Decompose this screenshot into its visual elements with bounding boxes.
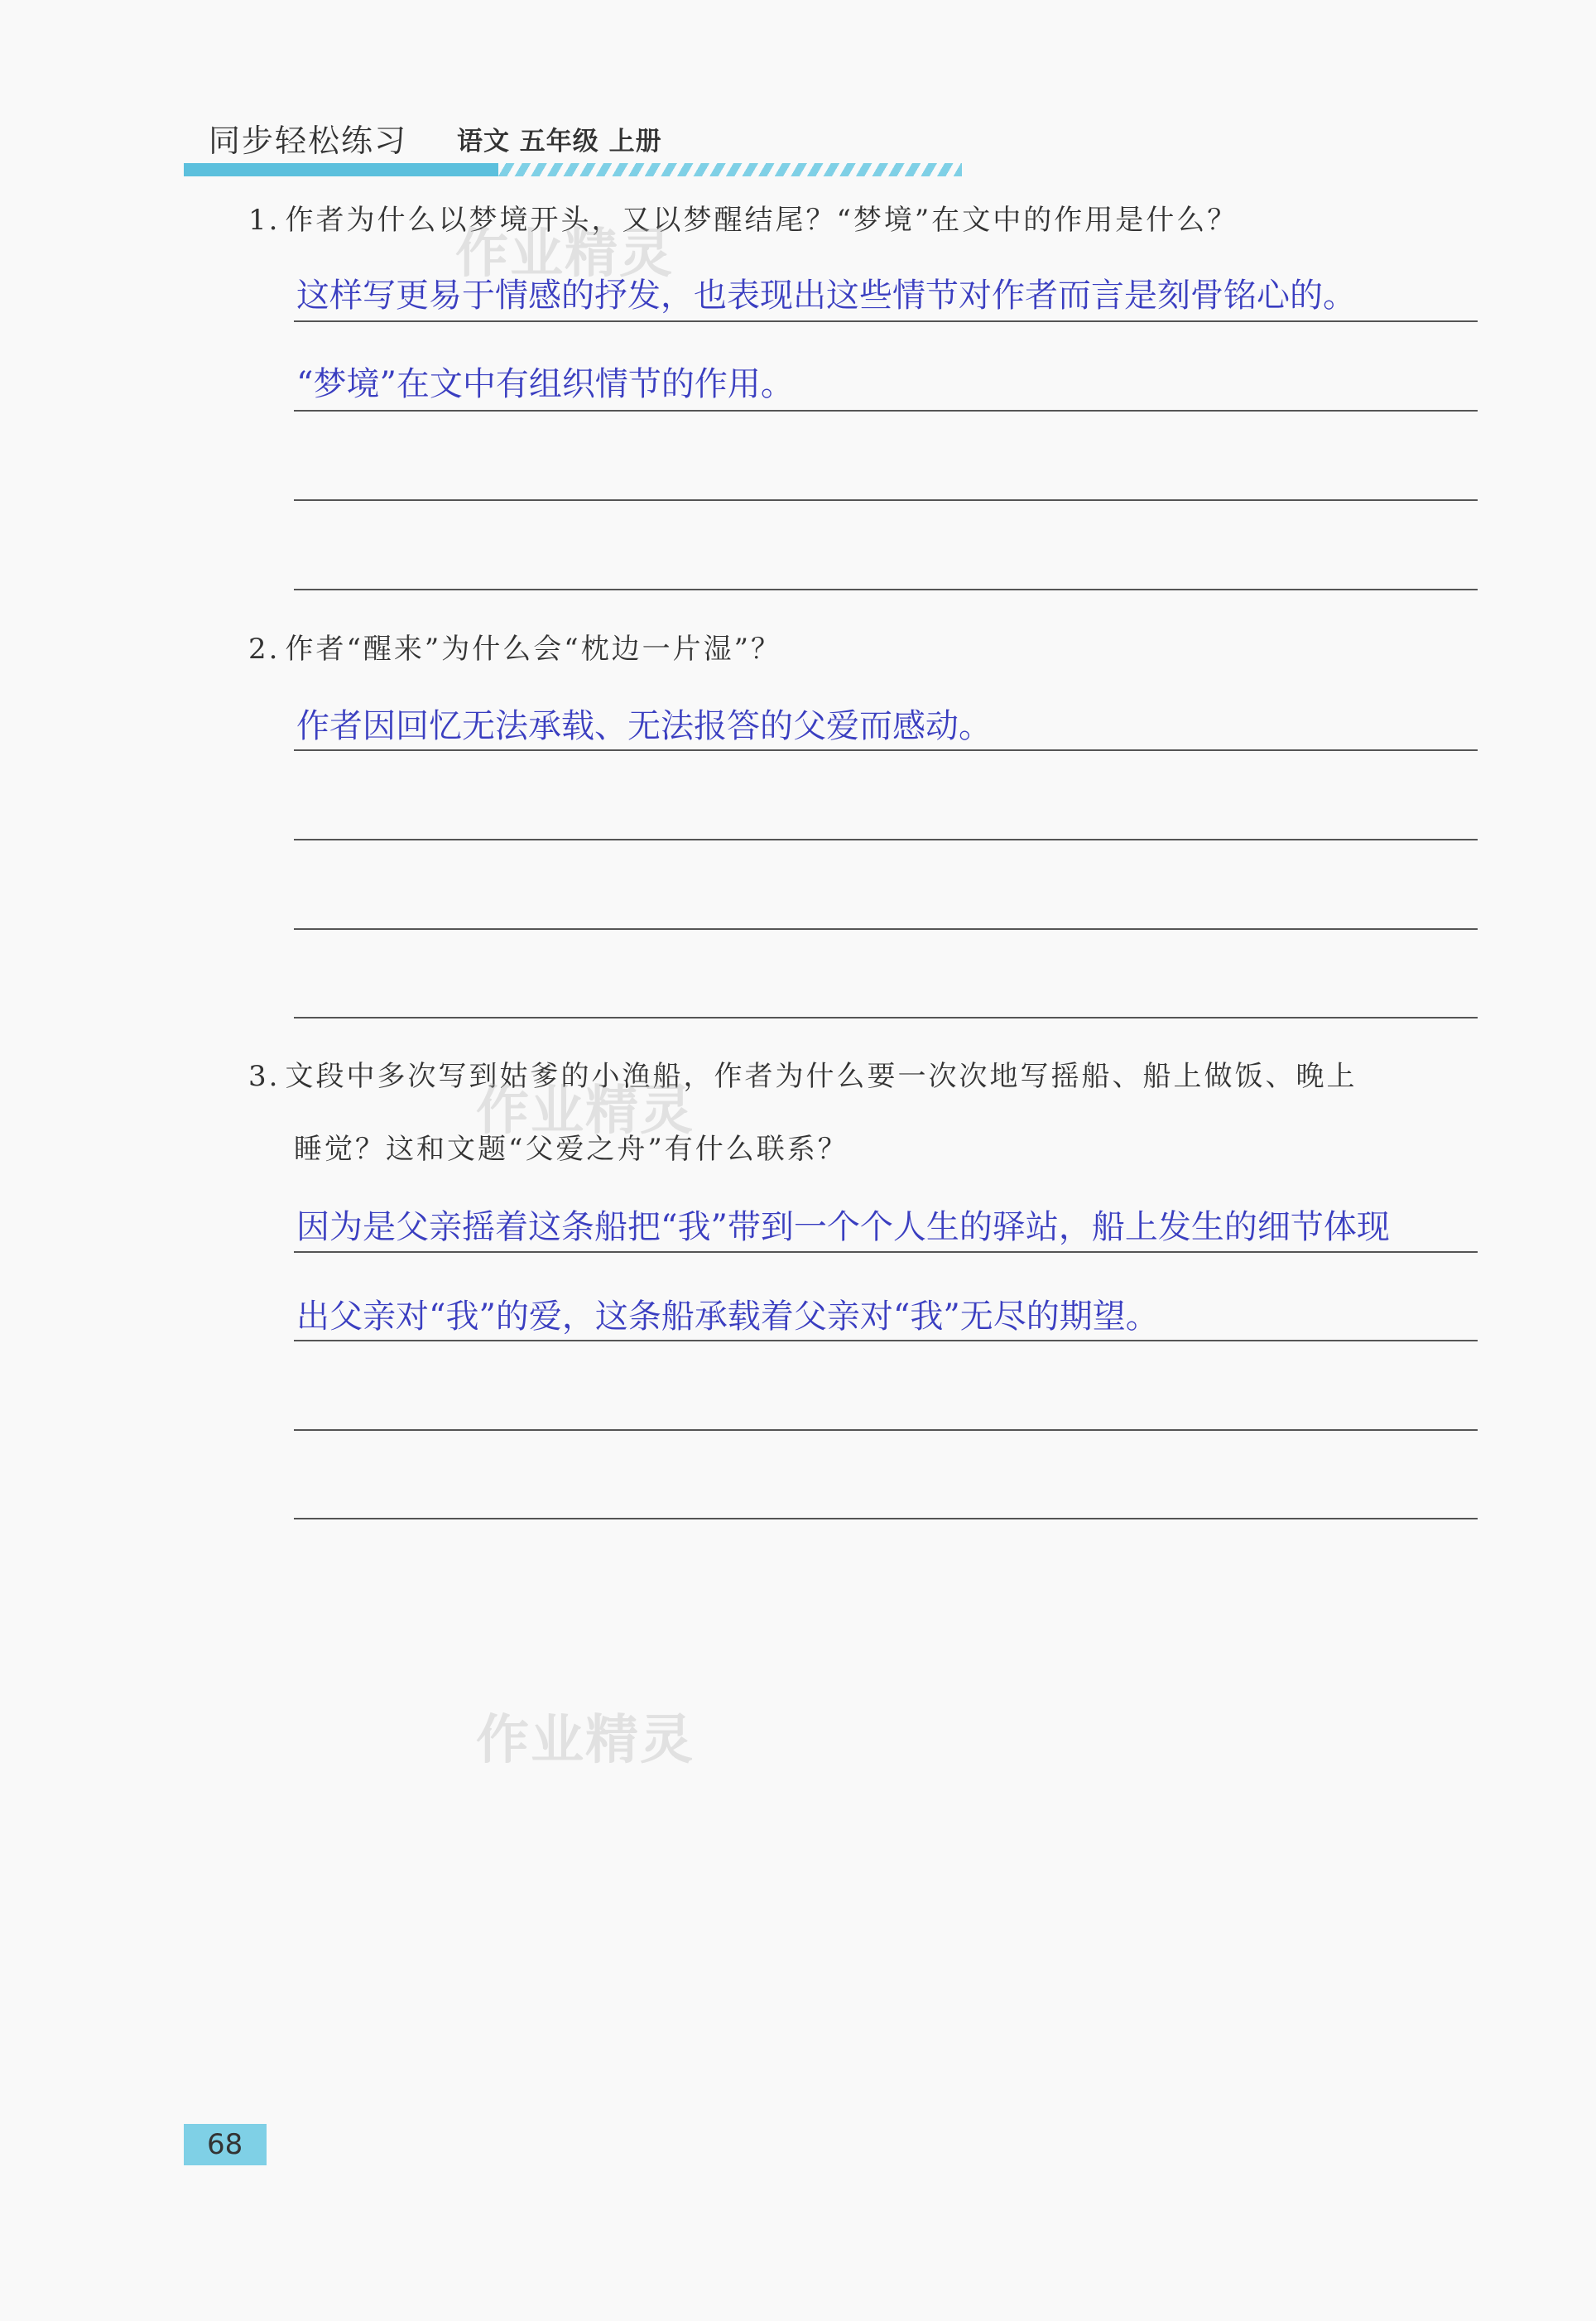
page-header (184, 112, 962, 178)
question-text-line-2: 睡觉？这和文题“父爱之舟”有什么联系？ (294, 1133, 848, 1166)
answer-rule (294, 749, 1478, 751)
question-number: 2. (248, 633, 281, 666)
watermark: 作业精灵 (476, 1081, 695, 1142)
series-title: 同步轻松练习 (209, 123, 408, 159)
subject-grade: 语文 五年级 上册 (457, 127, 662, 156)
answer-1-line-2: “梦境”在文中有组织情节的作用。 (296, 365, 794, 403)
answer-rule (294, 1340, 1478, 1341)
question-text: 作者“醒来”为什么会“枕边一片湿”？ (285, 633, 781, 666)
answer-rule (294, 589, 1478, 590)
question-text: 作者为什么以梦境开头，又以梦醒结尾？“梦境”在文中的作用是什么？ (285, 204, 1238, 237)
answer-rule (294, 320, 1478, 322)
question-2 (248, 626, 781, 667)
answer-rule (294, 839, 1478, 840)
watermark: 作业精灵 (476, 1710, 695, 1771)
answer-1-line-1: 这样写更易于情感的抒发，也表现出这些情节对作者而言是刻骨铭心的。 (296, 277, 1356, 315)
answer-rule (294, 410, 1478, 412)
answer-rule (294, 499, 1478, 501)
answer-rule (294, 1251, 1478, 1253)
answer-rule (294, 928, 1478, 930)
answer-3-line-1: 因为是父亲摇着这条船把“我”带到一个个人生的驿站，船上发生的细节体现 (296, 1208, 1390, 1246)
question-number: 3. (248, 1060, 281, 1093)
question-text-line-1: 文段中多次写到姑爹的小渔船，作者为什么要一次次地写摇船、船上做饭、晚上 (285, 1060, 1358, 1093)
page-number: 68 (184, 2124, 267, 2165)
answer-rule (294, 1518, 1478, 1519)
header-stripe-solid (184, 163, 498, 176)
watermark: 作业精灵 (455, 224, 674, 285)
answer-2-line-1: 作者因回忆无法承载、无法报答的父爱而感动。 (296, 707, 992, 745)
answer-rule (294, 1017, 1478, 1018)
question-number: 1. (248, 204, 281, 237)
question-1 (248, 197, 1238, 238)
answer-3-line-2: 出父亲对“我”的爱，这条船承载着父亲对“我”无尽的期望。 (296, 1298, 1159, 1336)
question-3 (248, 1053, 1357, 1094)
answer-rule (294, 1429, 1478, 1431)
